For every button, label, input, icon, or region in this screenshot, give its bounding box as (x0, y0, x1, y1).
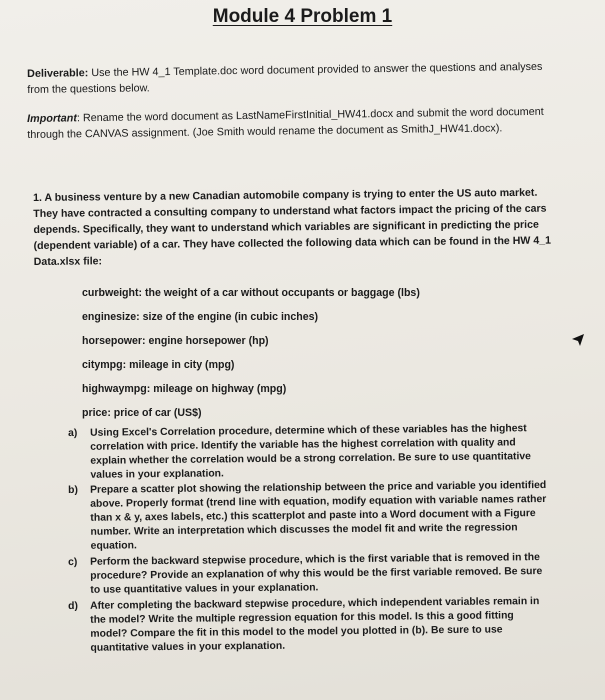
variable-enginesize: enginesize: size of the engine (in cubic inches) (82, 311, 319, 323)
subquestion-text: Using Excel's Correlation procedure, determine which of these variables has the highest correlation with price. Identify the variable has the highest correlation with quality and explain whether the correlation would be a strong correlation. Be sure to use quantitative values in your explanation. (90, 423, 531, 481)
subquestion-label: d) (68, 600, 78, 612)
variable-citympg: citympg: mileage in city (mpg) (82, 359, 235, 371)
question-1: 1. A business venture by a new Canadian automobile company is trying to enter the US auto market. They have contracted a consulting company to understand what factors impact the pricing of the cars depends. Specifically, they want to understand which variables are significant in predicting the price (dependent variable) of a car. They have collected the following data which can be found in the HW 4_1 Data.xlsx file: (33, 186, 552, 268)
variable-price: price: price of car (US$) (82, 407, 202, 419)
subquestion-label: a) (68, 427, 78, 439)
deliverable-paragraph (27, 59, 547, 98)
subquestion-d (68, 595, 554, 656)
subquestion-label: b) (68, 484, 78, 496)
subquestion-b (68, 479, 554, 554)
variable-horsepower: horsepower: engine horsepower (hp) (82, 335, 269, 347)
important-label: Important (27, 112, 77, 125)
variable-curbweight: curbweight: the weight of a car without occupants or baggage (lbs) (82, 287, 420, 299)
mouse-pointer-icon (571, 333, 585, 347)
important-paragraph (27, 104, 547, 143)
subquestion-a (68, 422, 554, 483)
important-text: : Rename the word document as LastNameFirstInitial_HW41.docx and submit the word document through the CANVAS assignment. (Joe Smith would rename the document as SmithJ_HW41.docx). (27, 105, 544, 141)
subquestion-text: Prepare a scatter plot showing the relationship between the price and variable you identified above. Properly format (trend line with equation, modify equation with variable names rather than x & y, axes labels, etc.) this scatterplot and paste into a Word document with a Figure number. Write an interpretation which discusses the model fit and write the regression equation. (90, 479, 547, 552)
page-title: Module 4 Problem 1 (212, 6, 393, 27)
deliverable-text: Use the HW 4_1 Template.doc word document provided to answer the questions and analyses from the questions below. (27, 60, 543, 96)
subquestion-label: c) (68, 556, 78, 568)
subquestion-c (68, 551, 553, 598)
subquestion-text: Perform the backward stepwise procedure, which is the first variable that is removed in the procedure? Provide an explanation of why this would be the first variable removed. Be sure to use quantitative values in your explanation. (90, 552, 543, 596)
deliverable-label: Deliverable: (27, 67, 89, 80)
variable-highwaympg: highwaympg: mileage on highway (mpg) (82, 383, 287, 395)
subquestion-text: After completing the backward stepwise procedure, which independent variables remain in the model? Write the multiple regression equation for this model. Is this a good fitting model? Compare the fit in this model to the model you plotted in (b). Be sure to use quantitative values in your explanation. (90, 596, 540, 654)
